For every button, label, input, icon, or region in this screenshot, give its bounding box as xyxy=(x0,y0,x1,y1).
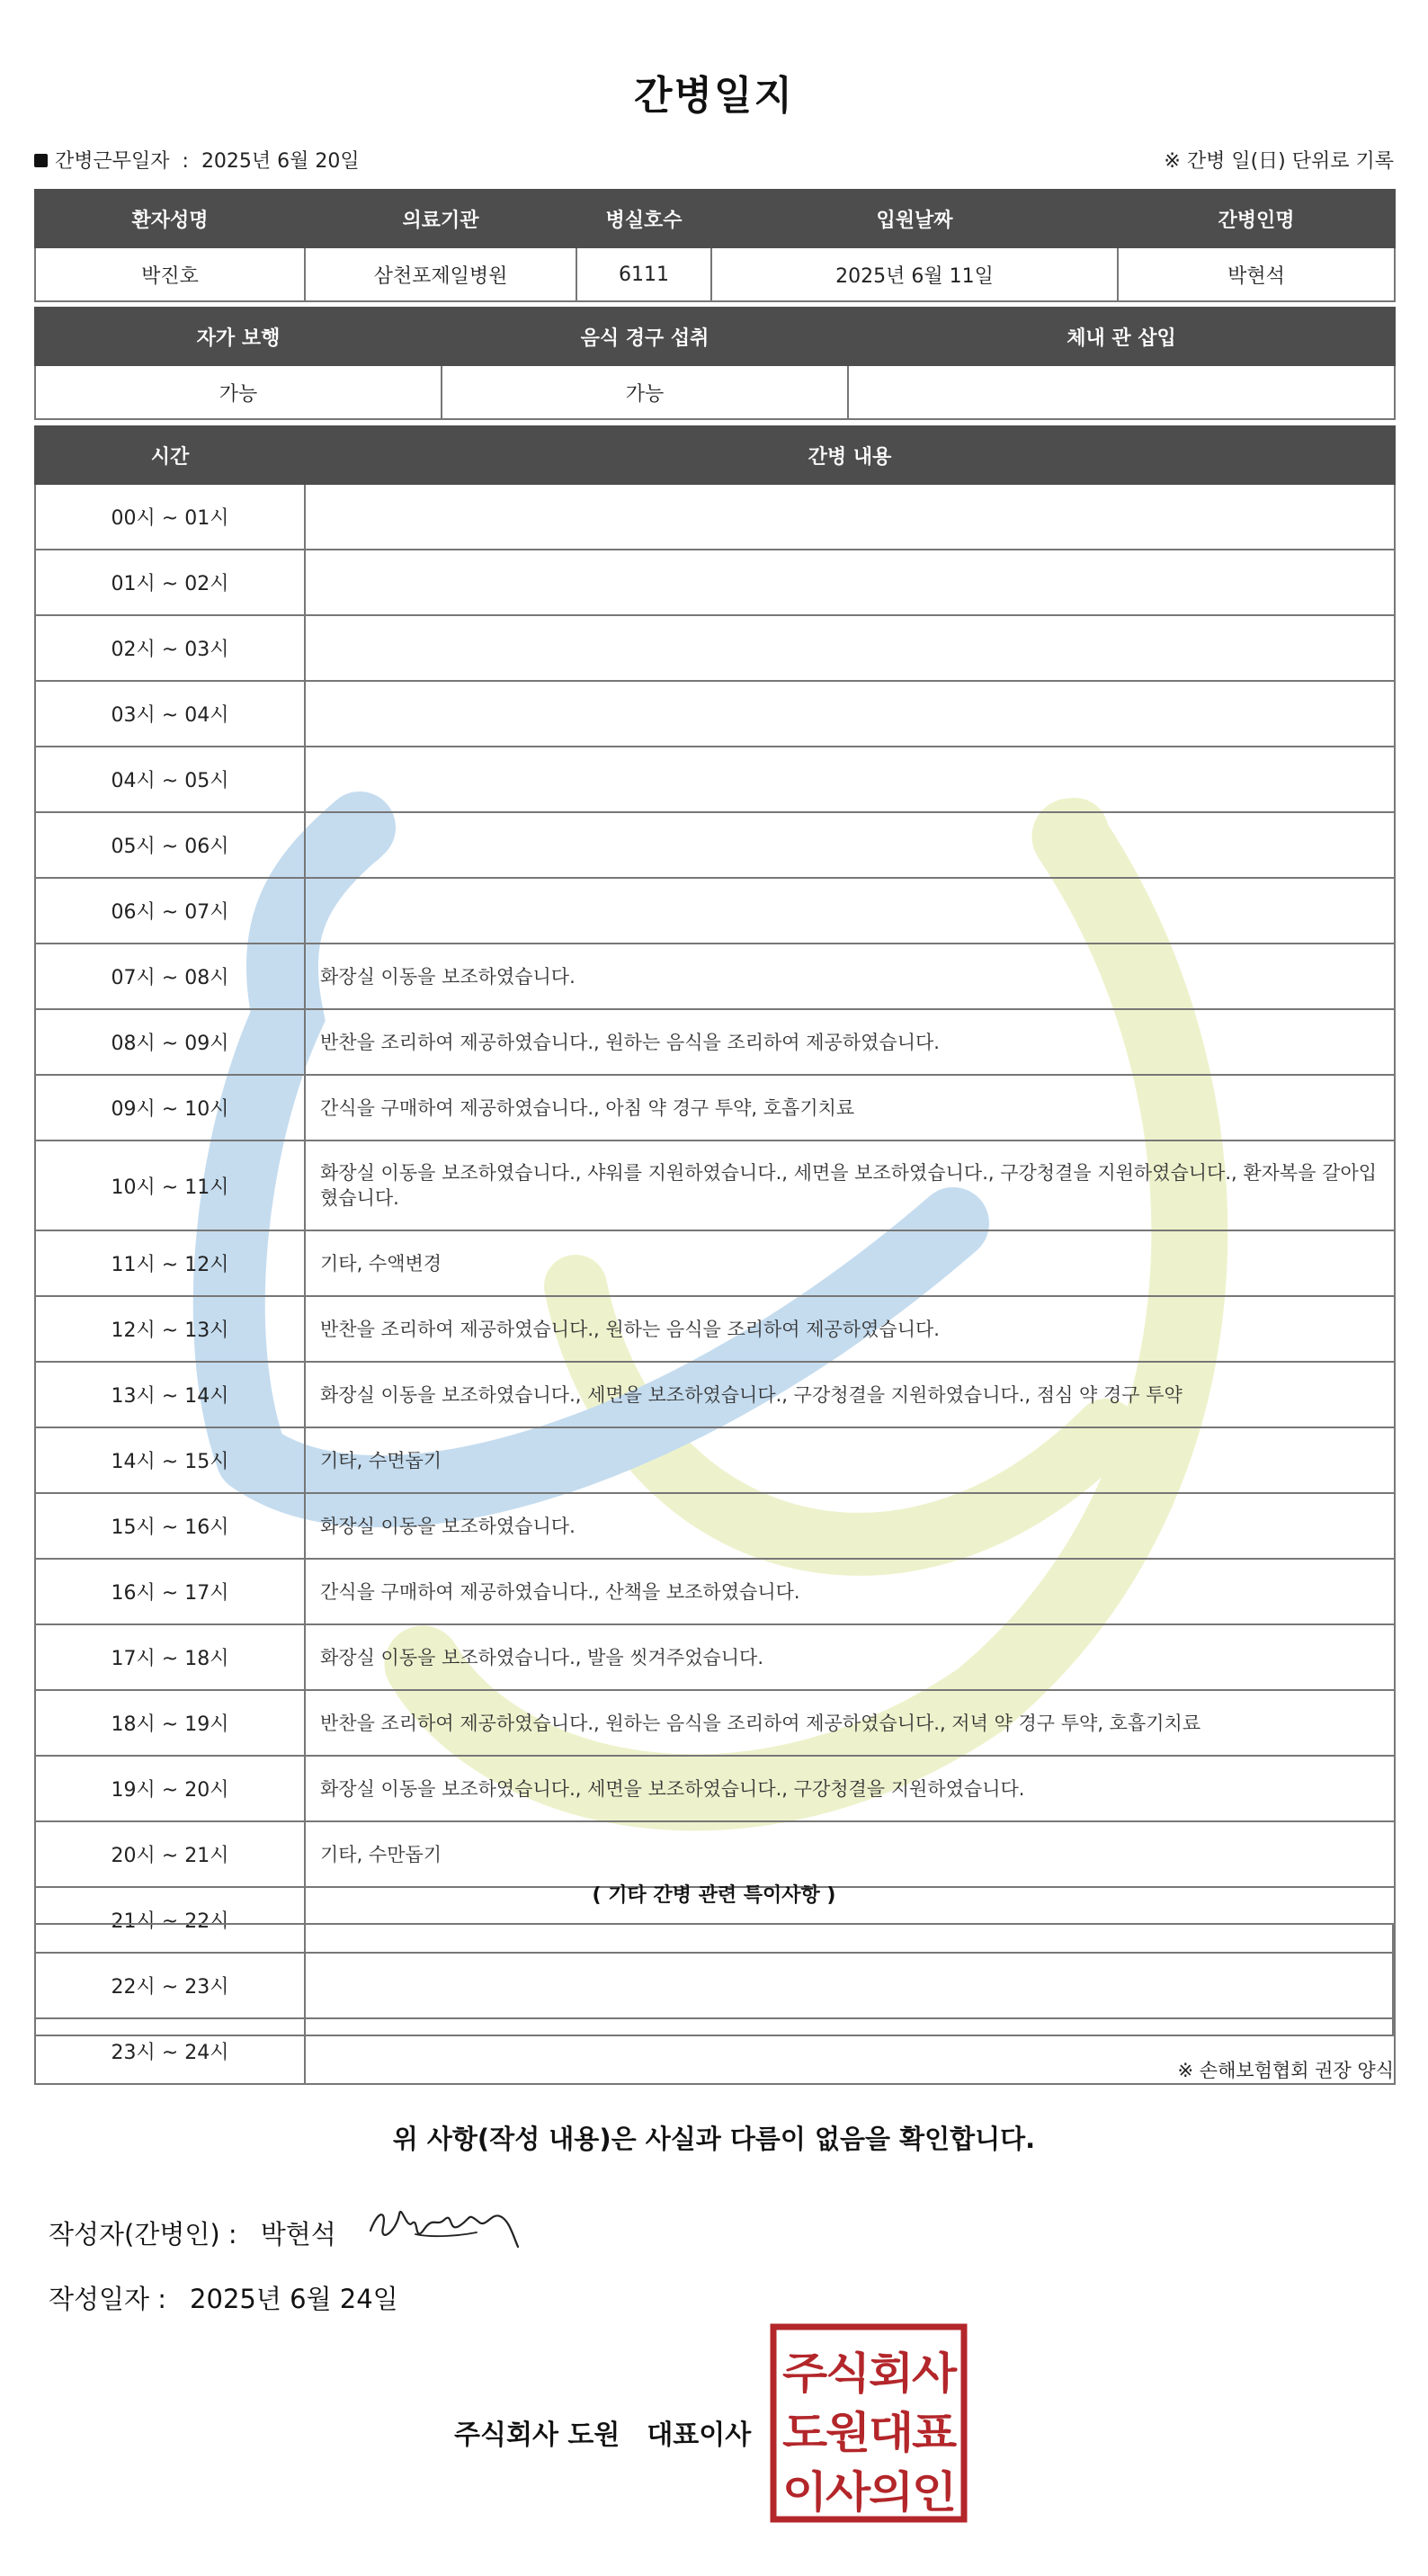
log-time-cell: 08시 ~ 09시 xyxy=(35,1009,305,1075)
oral-intake-value: 가능 xyxy=(442,365,848,419)
patient-status-table xyxy=(34,307,1396,420)
log-content-cell: 반찬을 조리하여 제공하였습니다., 원하는 음식을 조리하여 제공하였습니다. xyxy=(305,1009,1395,1075)
svg-text:도원대표: 도원대표 xyxy=(782,2408,958,2458)
writer-name: 박현석 xyxy=(260,2219,336,2250)
log-header-row xyxy=(35,426,1395,484)
log-content-cell: 기타, 수면돕기 xyxy=(305,1427,1395,1493)
header-admission-date: 입원날짜 xyxy=(711,190,1118,247)
log-row xyxy=(35,1230,1395,1296)
work-date-line xyxy=(34,146,360,174)
log-time-cell: 22시 ~ 23시 xyxy=(35,1953,305,2018)
log-content-cell xyxy=(305,550,1395,615)
unit-note: ※ 간병 일(日) 단위로 기록 xyxy=(1164,150,1394,173)
log-row xyxy=(35,1756,1395,1821)
square-bullet-icon xyxy=(34,154,48,167)
log-content-cell xyxy=(305,747,1395,812)
header-oral-intake: 음식 경구 섭취 xyxy=(442,308,848,365)
log-time-cell: 10시 ~ 11시 xyxy=(35,1140,305,1230)
log-time-cell: 21시 ~ 22시 xyxy=(35,1887,305,1953)
log-row xyxy=(35,1624,1395,1690)
log-row xyxy=(35,944,1395,1009)
log-row xyxy=(35,615,1395,681)
log-content-cell: 화장실 이동을 보조하였습니다., 샤워를 지원하였습니다., 세면을 보조하였습니다., 구강청결을 지원하였습니다., 환자복을 갈아입혔습니다. xyxy=(305,1140,1395,1230)
log-time-cell: 05시 ~ 06시 xyxy=(35,812,305,878)
log-row xyxy=(35,878,1395,944)
document-title: 간병일지 xyxy=(633,73,794,119)
company-name: 주식회사 도원 xyxy=(454,2419,620,2451)
log-time-cell: 03시 ~ 04시 xyxy=(35,681,305,747)
log-time-cell: 00시 ~ 01시 xyxy=(35,484,305,550)
log-content-cell: 기타, 수만돕기 xyxy=(305,1821,1395,1887)
log-row xyxy=(35,747,1395,812)
log-row xyxy=(35,812,1395,878)
log-row xyxy=(35,1296,1395,1362)
header-room-number: 병실호수 xyxy=(576,190,711,247)
log-time-cell: 20시 ~ 21시 xyxy=(35,1821,305,1887)
log-time-cell: 23시 ~ 24시 xyxy=(35,2018,305,2084)
log-time-cell: 07시 ~ 08시 xyxy=(35,944,305,1009)
handwritten-signature xyxy=(360,2193,531,2256)
log-row xyxy=(35,1690,1395,1756)
log-content-cell: 화장실 이동을 보조하였습니다. xyxy=(305,944,1395,1009)
log-content-cell: 간식을 구매하여 제공하였습니다., 아침 약 경구 투약, 호흡기치료 xyxy=(305,1075,1395,1140)
header-caregiver-name: 간병인명 xyxy=(1118,190,1395,247)
header-hospital: 의료기관 xyxy=(305,190,576,247)
company-representative: 대표이사 xyxy=(647,2419,752,2451)
log-row xyxy=(35,681,1395,747)
room-number: 6111 xyxy=(576,247,711,301)
log-time-cell: 14시 ~ 15시 xyxy=(35,1427,305,1493)
log-content-cell: 화장실 이동을 보조하였습니다., 세면을 보조하였습니다., 구강청결을 지원하였습니다. xyxy=(305,1756,1395,1821)
log-time-cell: 19시 ~ 20시 xyxy=(35,1756,305,1821)
subheader xyxy=(34,146,1394,174)
log-time-cell: 15시 ~ 16시 xyxy=(35,1493,305,1559)
log-row xyxy=(35,1493,1395,1559)
log-row xyxy=(35,1009,1395,1075)
log-time-cell: 13시 ~ 14시 xyxy=(35,1362,305,1427)
log-content-cell xyxy=(305,878,1395,944)
log-time-cell: 02시 ~ 03시 xyxy=(35,615,305,681)
work-date-separator: : xyxy=(182,150,189,173)
log-time-cell: 16시 ~ 17시 xyxy=(35,1559,305,1624)
work-date-value: 2025년 6월 20일 xyxy=(201,150,360,173)
patient-name: 박진호 xyxy=(35,247,305,301)
company-line xyxy=(454,2412,751,2452)
log-content-cell: 화장실 이동을 보조하였습니다. xyxy=(305,1493,1395,1559)
header-tube-insertion: 체내 관 삽입 xyxy=(848,308,1395,365)
log-content-cell: 반찬을 조리하여 제공하였습니다., 원하는 음식을 조리하여 제공하였습니다., 저녁 약 경구 투약, 호흡기치료 xyxy=(305,1690,1395,1756)
patient-header-row xyxy=(35,190,1395,247)
tube-insertion-value xyxy=(848,365,1395,419)
log-content-cell xyxy=(305,681,1395,747)
patient-value-row xyxy=(35,247,1395,301)
log-row xyxy=(35,1140,1395,1230)
log-time-cell: 17시 ~ 18시 xyxy=(35,1624,305,1690)
log-row xyxy=(35,1427,1395,1493)
confirmation-statement: 위 사항(작성 내용)은 사실과 다름이 없음을 확인합니다. xyxy=(392,2124,1036,2154)
log-row xyxy=(35,1821,1395,1887)
write-date-line xyxy=(49,2279,398,2316)
status-header-row xyxy=(35,308,1395,365)
header-self-walking: 자가 보행 xyxy=(35,308,442,365)
work-date-label: 간병근무일자 xyxy=(55,150,170,173)
svg-text:주식회사: 주식회사 xyxy=(782,2348,958,2399)
patient-info-table xyxy=(34,189,1396,302)
log-row xyxy=(35,550,1395,615)
log-content-cell: 반찬을 조리하여 제공하였습니다., 원하는 음식을 조리하여 제공하였습니다. xyxy=(305,1296,1395,1362)
header-care-content: 간병 내용 xyxy=(305,426,1395,484)
status-value-row xyxy=(35,365,1395,419)
recommended-form-note: ※ 손해보험협회 권장 양식 xyxy=(1177,2060,1394,2081)
caregiver-name: 박현석 xyxy=(1118,247,1395,301)
writer-line xyxy=(49,2214,336,2251)
self-walking-value: 가능 xyxy=(35,365,442,419)
log-content-cell: 간식을 구매하여 제공하였습니다., 산책을 보조하였습니다. xyxy=(305,1559,1395,1624)
hospital-name: 삼천포제일병원 xyxy=(305,247,576,301)
log-row xyxy=(35,1362,1395,1427)
writer-label: 작성자(간병인) : xyxy=(49,2219,237,2250)
header-time: 시간 xyxy=(35,426,305,484)
log-content-cell: 화장실 이동을 보조하였습니다., 세면을 보조하였습니다., 구강청결을 지원하였습니다., 점심 약 경구 투약 xyxy=(305,1362,1395,1427)
log-row xyxy=(35,1559,1395,1624)
log-content-cell: 화장실 이동을 보조하였습니다., 발을 씻겨주었습니다. xyxy=(305,1624,1395,1690)
log-time-cell: 01시 ~ 02시 xyxy=(35,550,305,615)
company-seal-stamp xyxy=(770,2323,968,2523)
notes-box xyxy=(34,1923,1394,2036)
log-row xyxy=(35,484,1395,550)
log-content-cell xyxy=(305,812,1395,878)
care-log-table xyxy=(34,425,1396,2085)
log-content-cell xyxy=(305,615,1395,681)
log-time-cell: 11시 ~ 12시 xyxy=(35,1230,305,1296)
header-patient-name: 환자성명 xyxy=(35,190,305,247)
log-content-cell: 기타, 수액변경 xyxy=(305,1230,1395,1296)
log-row xyxy=(35,1075,1395,1140)
log-time-cell: 04시 ~ 05시 xyxy=(35,747,305,812)
write-date-label: 작성일자 : xyxy=(49,2284,167,2314)
admission-date: 2025년 6월 11일 xyxy=(711,247,1118,301)
log-time-cell: 09시 ~ 10시 xyxy=(35,1075,305,1140)
log-time-cell: 18시 ~ 19시 xyxy=(35,1690,305,1756)
notes-title: ( 기타 간병 관련 특이사항 ) xyxy=(592,1884,836,1907)
log-time-cell: 06시 ~ 07시 xyxy=(35,878,305,944)
log-content-cell xyxy=(305,484,1395,550)
log-time-cell: 12시 ~ 13시 xyxy=(35,1296,305,1362)
svg-text:이사의인: 이사의인 xyxy=(782,2467,955,2518)
write-date-value: 2025년 6월 24일 xyxy=(190,2284,398,2314)
